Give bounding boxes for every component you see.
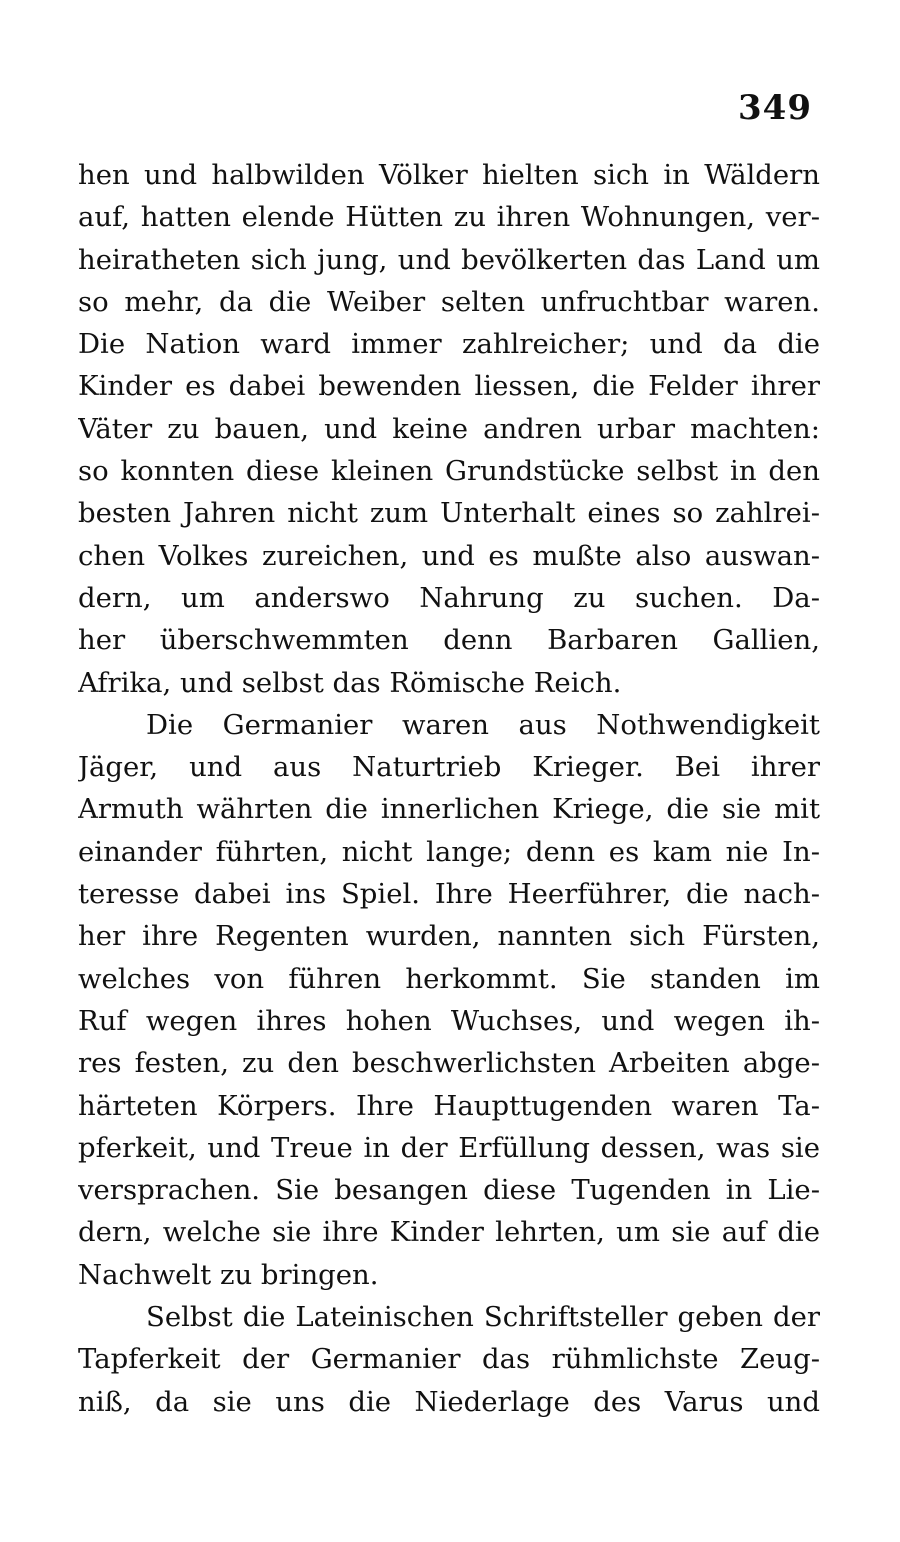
text-line: Die Nation ward immer zahlreicher; und da die (78, 328, 820, 361)
text-line: welches von führen herkommt. Sie standen im (78, 962, 820, 995)
paragraph-3 (78, 1296, 820, 1423)
text-line: Afrika, und selbst das Römische Reich. (78, 666, 622, 699)
text-line: einander führten, nicht lange; denn es kam nie In- (78, 835, 820, 868)
text-line: hen und halbwilden Völker hielten sich in Wäldern (78, 159, 820, 191)
text-line: so mehr, da die Weiber selten unfruchtbar waren. (78, 285, 820, 318)
text-line: dern, welche sie ihre Kinder lehrten, um sie auf die (78, 1216, 820, 1249)
text-line: Jäger, und aus Naturtrieb Krieger. Bei ihrer (78, 751, 820, 784)
text-line: Nachwelt zu bringen. (78, 1258, 379, 1291)
text-line: her ihre Regenten wurden, nannten sich Fürsten, (78, 920, 820, 953)
text-line: besten Jahren nicht zum Unterhalt eines so zahlrei- (78, 497, 820, 530)
text-line: niß, da sie uns die Niederlage des Varus und (78, 1385, 820, 1418)
text-line: Armuth währten die innerlichen Kriege, die sie mit (78, 793, 820, 826)
text-line: Kinder es dabei bewenden liessen, die Felder ihrer (78, 370, 820, 403)
text-line: Tapferkeit der Germanier das rühmlichste Zeug- (78, 1343, 820, 1376)
text-line: auf, hatten elende Hütten zu ihren Wohnungen, ver- (78, 201, 820, 234)
page-number: 349 (738, 88, 812, 128)
text-line: dern, um anderswo Nahrung zu suchen. Da- (78, 581, 820, 614)
text-line: Ruf wegen ihres hohen Wuchses, und wegen ih- (78, 1004, 820, 1037)
text-line: so konnten diese kleinen Grundstücke selbst in den (78, 455, 820, 488)
text-line: Die Germanier waren aus Nothwendigkeit (146, 708, 820, 741)
paragraph-2 (78, 704, 820, 1296)
text-line: härteten Körpers. Ihre Haupttugenden waren Ta- (78, 1089, 820, 1122)
text-line: versprachen. Sie besangen diese Tugenden in Lie- (78, 1174, 820, 1207)
text-line: Väter zu bauen, und keine andren urbar machten: (78, 412, 820, 445)
text-line: heiratheten sich jung, und bevölkerten das Land um (78, 243, 820, 276)
text-line: res festen, zu den beschwerlichsten Arbeiten abge- (78, 1047, 820, 1080)
text-line: teresse dabei ins Spiel. Ihre Heerführer, die nach- (78, 878, 820, 911)
body-text (78, 154, 820, 1423)
text-line: Selbst die Lateinischen Schriftsteller geben der (146, 1301, 820, 1334)
paragraph-1 (78, 154, 820, 704)
text-line: her überschwemmten denn Barbaren Gallien, (78, 624, 820, 657)
text-line: pferkeit, und Treue in der Erfüllung dessen, was sie (78, 1131, 820, 1164)
text-line: chen Volkes zureichen, und es mußte also auswan- (78, 539, 820, 572)
